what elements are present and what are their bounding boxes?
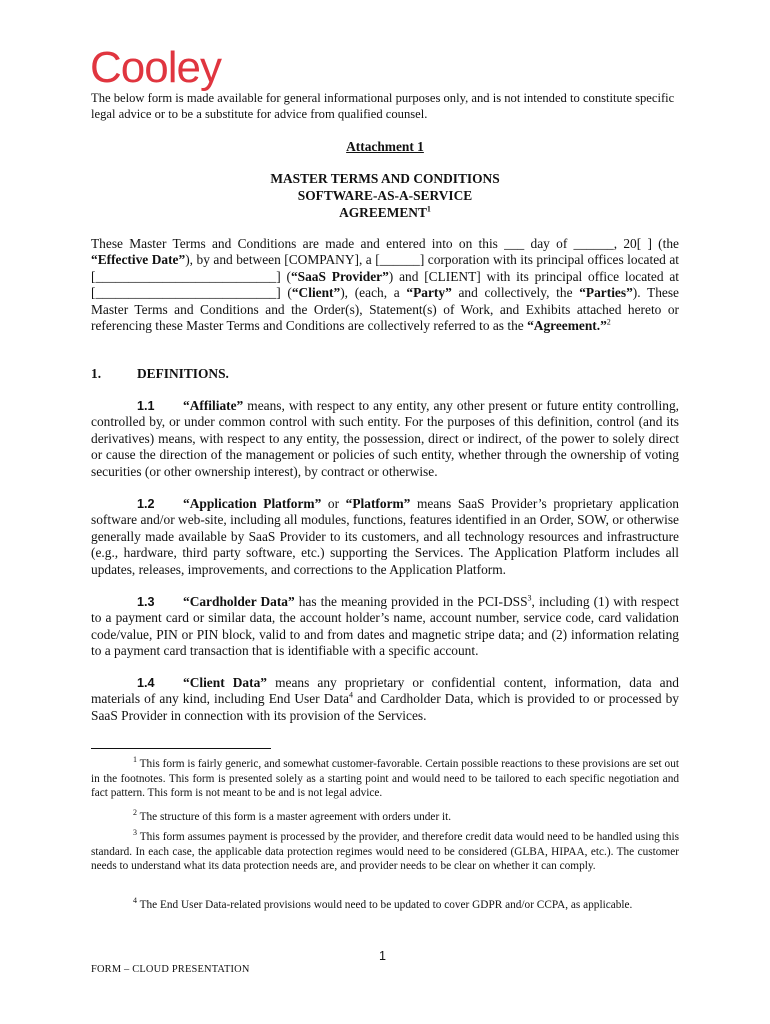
attachment-heading: Attachment 1 bbox=[346, 139, 424, 154]
agreement-title bbox=[91, 170, 679, 221]
intro-paragraph: These Master Terms and Conditions are made and entered into on this ___ day of ______, 20[ ] (the “Effective Date”), by and between [COMPANY], a [______] corporation with its principal offices located at [___________________________] (“SaaS Provider”) and [CLIENT] with its principal office located at [___________________________] (“Client”), (each, a “Party” and collectively, the “Parties”). These Master Terms and Conditions and the Order(s), Statement(s) of Work, and Exhibits attached hereto or referencing these Master Terms and Conditions are collectively referred to as the “Agreement.”$^2$ bbox=[91, 236, 680, 334]
footnote-1: $^1$ This form is fairly generic, and somewhat customer-favorable. Certain possible reactions to these provisions are set out in the footnotes. This form is presented solely as a starting point and would need to be tailored to each specific negotiation and fact pattern. This form is not meant to be and is not legal advice. bbox=[91, 755, 679, 800]
footnote-ref-4[interactable]: 4 bbox=[348, 690, 353, 700]
title-line-3: AGREEMENT$^1$ bbox=[339, 204, 431, 220]
clause-number: 1.4 bbox=[137, 676, 155, 690]
definition-cardholder-data: 1.3 “Cardholder Data” has the meaning provided in the PCI-DSS$^3$, including (1) with respect to a payment card or similar data, the account holder’s name, account number, service code, card validation code/value, PIN or PIN block, valid to and from dates and magnetic stripe data; and (2) information relating to a payment card transaction that is identifiable with a specific account. bbox=[91, 593, 679, 659]
disclaimer: The below form is made available for general informational purposes only, and is not intended to constitute specific legal advice or to be a substitute for advice from qualified counsel. bbox=[91, 91, 675, 121]
page-number: 1 bbox=[379, 949, 387, 963]
cooley-logo: Cooley bbox=[90, 43, 221, 92]
section-heading-definitions: 1. DEFINITIONS. bbox=[91, 366, 229, 381]
footnote-divider bbox=[91, 748, 271, 749]
definition-affiliate: 1.1 “Affiliate” means, with respect to any entity, any other present or future entity controlling, controlled by, or under common control with such entity. For the purposes of this definition, control (and its derivatives) means, with respect to any entity, the possession, direct or indirect, of the power to solely direct or cause the direction of the management or policies of such entity, whether through the ownership of voting securities (or other ownership interest), by contract or otherwise. bbox=[91, 398, 679, 479]
definition-client-data: 1.4 “Client Data” means any proprietary or confidential content, information, data and materials of any kind, including End User Data$^4$ and Cardholder Data, which is provided to or processed by SaaS Provider in connection with its provision of the Services. bbox=[91, 675, 679, 723]
title-line-2: SOFTWARE-AS-A-SERVICE bbox=[297, 188, 473, 203]
title-line-1: MASTER TERMS AND CONDITIONS bbox=[270, 171, 500, 186]
footnote-4: $^4$ The End User Data-related provisions would need to be updated to cover GDPR and/or CCPA, as applicable. bbox=[133, 896, 633, 911]
footnote-ref-2[interactable]: 2 bbox=[606, 317, 611, 327]
clause-number: 1.3 bbox=[137, 595, 155, 609]
footnote-ref-1[interactable]: 1 bbox=[426, 204, 431, 214]
clause-number: 1.2 bbox=[137, 497, 155, 511]
clause-number: 1.1 bbox=[137, 399, 155, 413]
definition-application-platform: 1.2 “Application Platform” or “Platform” means SaaS Provider’s proprietary application software and/or web-site, including all modules, functions, features identified in an Order, SOW, or otherwise generally made available by SaaS Provider to its customers, and all technology resources and infrastructure (e.g., hardware, third party software, etc.) supporting the Services. The Application Platform includes all updates, releases, improvements, and corrections to the Application Platform. bbox=[91, 496, 679, 577]
footnote-2: $^2$ The structure of this form is a master agreement with orders under it. bbox=[133, 808, 452, 823]
footnote-3: $^3$ This form assumes payment is processed by the provider, and therefore credit data would need to be handled using this standard. In each case, the applicable data protection regimes would need to be considered (GLBA, HIPAA, etc.). The customer needs to understand what its data protection needs are, and provider needs to be clear on whether it can comply. bbox=[91, 828, 679, 873]
page-footer: FORM – CLOUD PRESENTATION bbox=[91, 964, 250, 975]
footnote-ref-3[interactable]: 3 bbox=[527, 593, 532, 603]
